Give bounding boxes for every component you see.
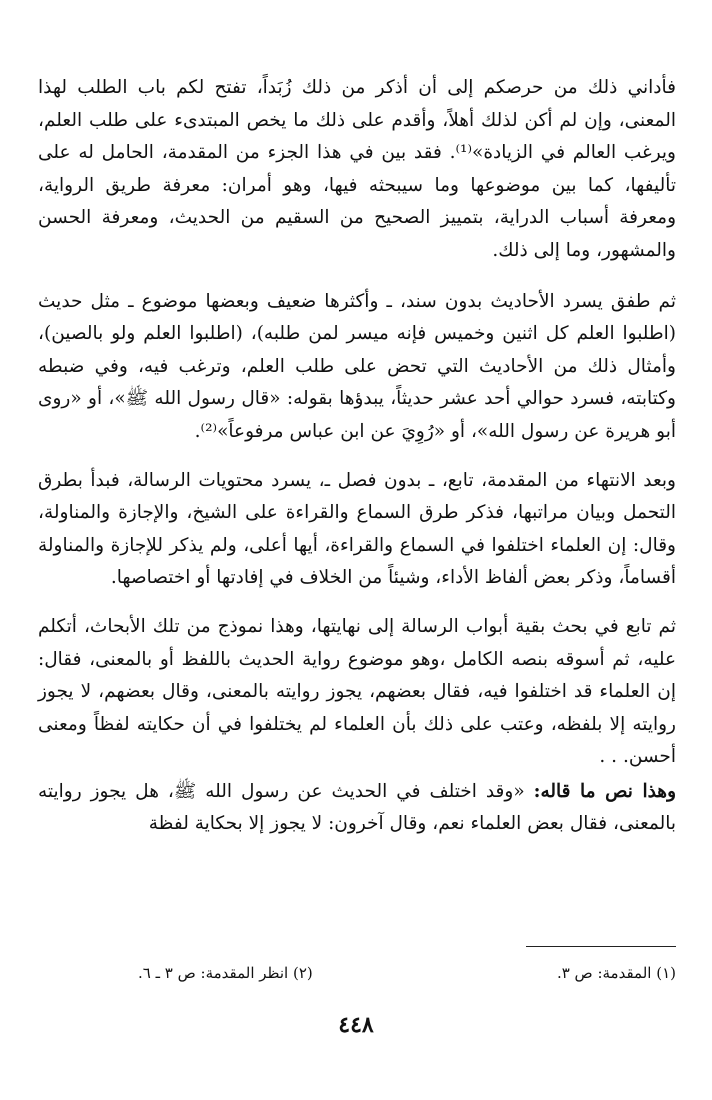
quote-lead: وهذا نص ما قاله: <box>533 780 676 802</box>
footnote-1: (١) المقدمة: ص ٣. <box>556 964 676 982</box>
paragraph-intro-conclusion: فأداني ذلك من حرصكم إلى أن أذكر من ذلك زُبَداً، تفتح لكم باب الطلب لهذا المعنى، وإن لم أكن لذلك أهلاً، وأقدم على ذلك ما يخص المبتدىء على طلب العلم، ويرغب العالم في الزيادة»⁽¹⁾. فقد بين في هذا الجزء من المقدمة، الحامل له على تأليفها، كما بين موضوعها وما سيبحثه فيها، وهو أمران: معرفة طريق الرواية، ومعرفة أسباب الدراية، بتمييز الصحيح من السقيم من الحديث، ومعرفة الحسن والمشهور، وما إلى ذلك. <box>38 77 676 261</box>
paragraph-contents-transmission: وبعد الانتهاء من المقدمة، تابع، ـ بدون فصل ـ، يسرد محتويات الرسالة، فبدأ بطرق التحمل وبيان مراتبها، فذكر طرق السماع والقراءة على الشيخ، والإجازة والمناولة، وقال: إن العلماء اختلفوا في السماع والقراءة، أيها أعلى، ولم يذكر للإجازة والمناولة أقساماً، وذكر بعض ألفاظ الأداء، وشيئاً من الخلاف في إفادتها أو اختصاصها. <box>38 469 676 589</box>
page-number: ٤٤٨ <box>338 1012 374 1038</box>
footnote-divider <box>526 946 676 947</box>
paragraph-meaning-narration: ثم تابع في بحث بقية أبواب الرسالة إلى نهايتها، وهذا نموذج من تلك الأبحاث، أتكلم عليه، ثم أسوقه بنصه الكامل ،وهو موضوع رواية الحديث باللفظ أو بالمعنى، فقال: إن العلماء قد اختلفوا فيه، فقال بعضهم، يجوز روايته بالمعنى، وقال بعضهم، لا يجوز روايته إلا بلفظه، وعتب على ذلك بأن العلماء لم يختلفوا في أن حكايته لفظاً ومعنى أحسن. . . <box>38 615 676 768</box>
paragraph-quoted-text <box>38 776 676 841</box>
footnotes <box>138 962 676 984</box>
quote-body: «وقد اختلف في الحديث عن رسول الله ﷺ، هل يجوز روايته بالمعنى، فقال بعض العلماء نعم، وقال آخرون: لا يجوز إلا بحكاية لفظة <box>38 780 676 835</box>
page-body <box>38 72 676 841</box>
paragraph-hadith-list: ثم طفق يسرد الأحاديث بدون سند، ـ وأكثرها ضعيف وبعضها موضوع ـ مثل حديث (اطلبوا العلم كل اثنين وخميس فإنه ميسر لمن طلبه)، (اطلبوا العلم ولو بالصين)، وأمثال ذلك من الأحاديث التي تحض على طلب العلم، وترغب فيه، وفي ضبطه وكتابته، فسرد حوالي أحد عشر حديثاً، يبدؤها بقوله: «قال رسول الله ﷺ»، أو «روى أبو هريرة عن رسول الله»، أو «رُوِيَ عن ابن عباس مرفوعاً»⁽²⁾. <box>38 290 676 442</box>
footnote-2: (٢) انظر المقدمة: ص ٣ ـ ٦. <box>138 964 313 982</box>
